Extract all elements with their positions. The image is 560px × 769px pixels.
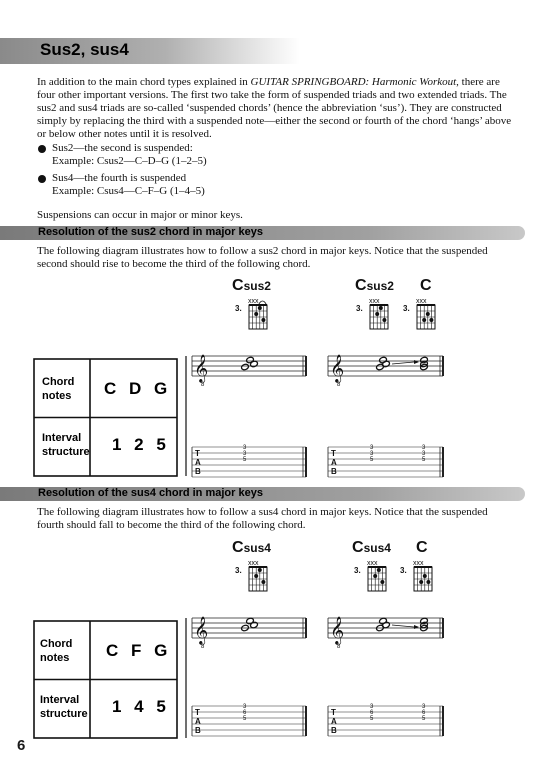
clef-octave-mark: 8 xyxy=(337,382,341,388)
tab-fret-number: 3 xyxy=(370,451,374,457)
tab-letter: T xyxy=(331,449,336,458)
finger-dot xyxy=(426,312,430,316)
table-value-notes: C F G xyxy=(106,641,172,660)
fret-number-label: 3. xyxy=(356,304,363,313)
tab-fret-number: 3 xyxy=(243,704,247,710)
muted-strings-label: xxx xyxy=(367,560,378,567)
finger-dot xyxy=(379,306,383,310)
finger-dot xyxy=(377,568,381,572)
tab-fret-number: 6 xyxy=(370,710,374,716)
tab-letter: A xyxy=(331,458,337,467)
tab-fret-number: 3 xyxy=(370,445,374,451)
closing-text: Suspensions can occur in major or minor keys. xyxy=(37,209,243,221)
tab-letter: A xyxy=(195,458,201,467)
clef-octave-mark: 8 xyxy=(337,644,341,650)
tab-letter: T xyxy=(195,708,200,717)
fret-number-label: 3. xyxy=(354,566,361,575)
finger-dot xyxy=(261,318,265,322)
tab-fret-number: 5 xyxy=(370,457,374,463)
table-label-chord-notes: Chord notes xyxy=(42,376,75,402)
finger-dot xyxy=(419,580,423,584)
tab-letter: A xyxy=(331,717,337,726)
finger-dot xyxy=(375,312,379,316)
section-text: The following diagram illustrates how to follow a sus2 chord in major keys. Notice that the suspended second should rise to become the third of the following chord. xyxy=(37,245,488,270)
tab-fret-number: 5 xyxy=(422,457,426,463)
tab-fret-number: 5 xyxy=(370,716,374,722)
whole-note xyxy=(241,363,250,370)
bullet-example: Example: Csus2—C–D–G (1–2–5) xyxy=(52,155,207,167)
fret-number-label: 3. xyxy=(235,304,242,313)
clef-octave-mark: 8 xyxy=(201,644,205,650)
section-text: The following diagram illustrates how to follow a sus4 chord in major keys. Notice that the suspended fourth should fall to become the third of the following chord. xyxy=(37,506,488,531)
muted-strings-label: xxx xyxy=(416,298,427,305)
tab-fret-number: 3 xyxy=(370,704,374,710)
page-number: 6 xyxy=(17,737,26,754)
tab-letter: T xyxy=(331,708,336,717)
tab-fret-number: 3 xyxy=(243,445,247,451)
chord-name: Csus2 xyxy=(355,277,394,294)
table-label-interval: Interval structure xyxy=(42,432,90,458)
section-heading: Resolution of the sus4 chord in major keys xyxy=(38,487,263,499)
finger-dot xyxy=(423,574,427,578)
resolution-arrow xyxy=(392,625,414,627)
finger-dot xyxy=(258,306,262,310)
table-label-interval: Interval structure xyxy=(40,694,88,720)
tab-letter: B xyxy=(331,726,337,735)
intro-text-end: , there are four other important versions. The first two take the form of suspended triads and two extended triads. The sus2 and sus4 triads are so-called ‘suspended chords’ (hence the abbreviation ‘sus’). They are constructed simply by replacing the third with a suspended note—either the second or fourth of the chord ‘hangs’ above or below other notes until it is resolved. xyxy=(37,76,512,140)
finger-dot xyxy=(254,574,258,578)
barre-arc xyxy=(259,301,266,304)
resolution-arrow-head xyxy=(414,360,419,364)
muted-strings-label: xxx xyxy=(413,560,424,567)
table-value-notes: C D G xyxy=(104,379,172,398)
finger-dot xyxy=(429,318,433,322)
bullet-line: Sus2—the second is suspended: xyxy=(52,142,193,154)
treble-clef-icon: 𝄞 xyxy=(194,616,209,644)
finger-dot xyxy=(426,580,430,584)
finger-dot xyxy=(380,580,384,584)
book-title: GUITAR SPRINGBOARD: Harmonic Workout xyxy=(250,76,457,88)
intro-text-start: In addition to the main chord types explained in xyxy=(37,76,251,88)
finger-dot xyxy=(373,574,377,578)
tab-fret-number: 3 xyxy=(243,451,247,457)
tab-fret-number: 5 xyxy=(422,716,426,722)
muted-strings-label: xxx xyxy=(248,298,259,305)
tab-fret-number: 3 xyxy=(422,451,426,457)
whole-note xyxy=(379,356,388,363)
table-label-chord-notes: Chord notes xyxy=(40,638,73,664)
tab-fret-number: 3 xyxy=(422,704,426,710)
tab-fret-number: 6 xyxy=(422,710,426,716)
finger-dot xyxy=(258,568,262,572)
chord-name: Csus4 xyxy=(352,539,391,556)
chord-name: Csus4 xyxy=(232,539,271,556)
bullet-example: Example: Csus4—C–F–G (1–4–5) xyxy=(52,185,205,197)
muted-strings-label: xxx xyxy=(248,560,259,567)
whole-note xyxy=(250,360,259,367)
whole-note xyxy=(250,621,259,628)
finger-dot xyxy=(422,318,426,322)
resolution-arrow xyxy=(392,362,414,364)
finger-dot xyxy=(382,318,386,322)
treble-clef-icon: 𝄞 xyxy=(330,354,345,382)
table-value-interval: 1 2 5 xyxy=(112,435,170,454)
tab-letter: B xyxy=(195,726,201,735)
whole-note xyxy=(379,617,388,624)
muted-strings-label: xxx xyxy=(369,298,380,305)
page-title: Sus2, sus4 xyxy=(40,40,129,59)
finger-dot xyxy=(261,580,265,584)
tab-letter: T xyxy=(195,449,200,458)
table-value-interval: 1 4 5 xyxy=(112,697,170,716)
whole-note xyxy=(246,617,255,624)
tab-fret-number: 5 xyxy=(243,457,247,463)
fret-number-label: 3. xyxy=(403,304,410,313)
tab-letter: A xyxy=(195,717,201,726)
clef-octave-mark: 8 xyxy=(201,382,205,388)
tab-letter: B xyxy=(195,467,201,476)
resolution-arrow-head xyxy=(414,625,419,629)
chord-name: C xyxy=(420,277,432,294)
whole-note xyxy=(246,356,255,363)
finger-dot xyxy=(254,312,258,316)
treble-clef-icon: 𝄞 xyxy=(194,354,209,382)
bullet-line: Sus4—the fourth is suspended xyxy=(52,172,187,184)
section-heading: Resolution of the sus2 chord in major keys xyxy=(38,226,263,238)
tab-fret-number: 3 xyxy=(422,445,426,451)
tab-letter: B xyxy=(331,467,337,476)
chord-name: Csus2 xyxy=(232,277,271,294)
tab-fret-number: 6 xyxy=(243,710,247,716)
chord-name: C xyxy=(416,539,428,556)
fret-number-label: 3. xyxy=(400,566,407,575)
tab-fret-number: 5 xyxy=(243,716,247,722)
fret-number-label: 3. xyxy=(235,566,242,575)
treble-clef-icon: 𝄞 xyxy=(330,616,345,644)
